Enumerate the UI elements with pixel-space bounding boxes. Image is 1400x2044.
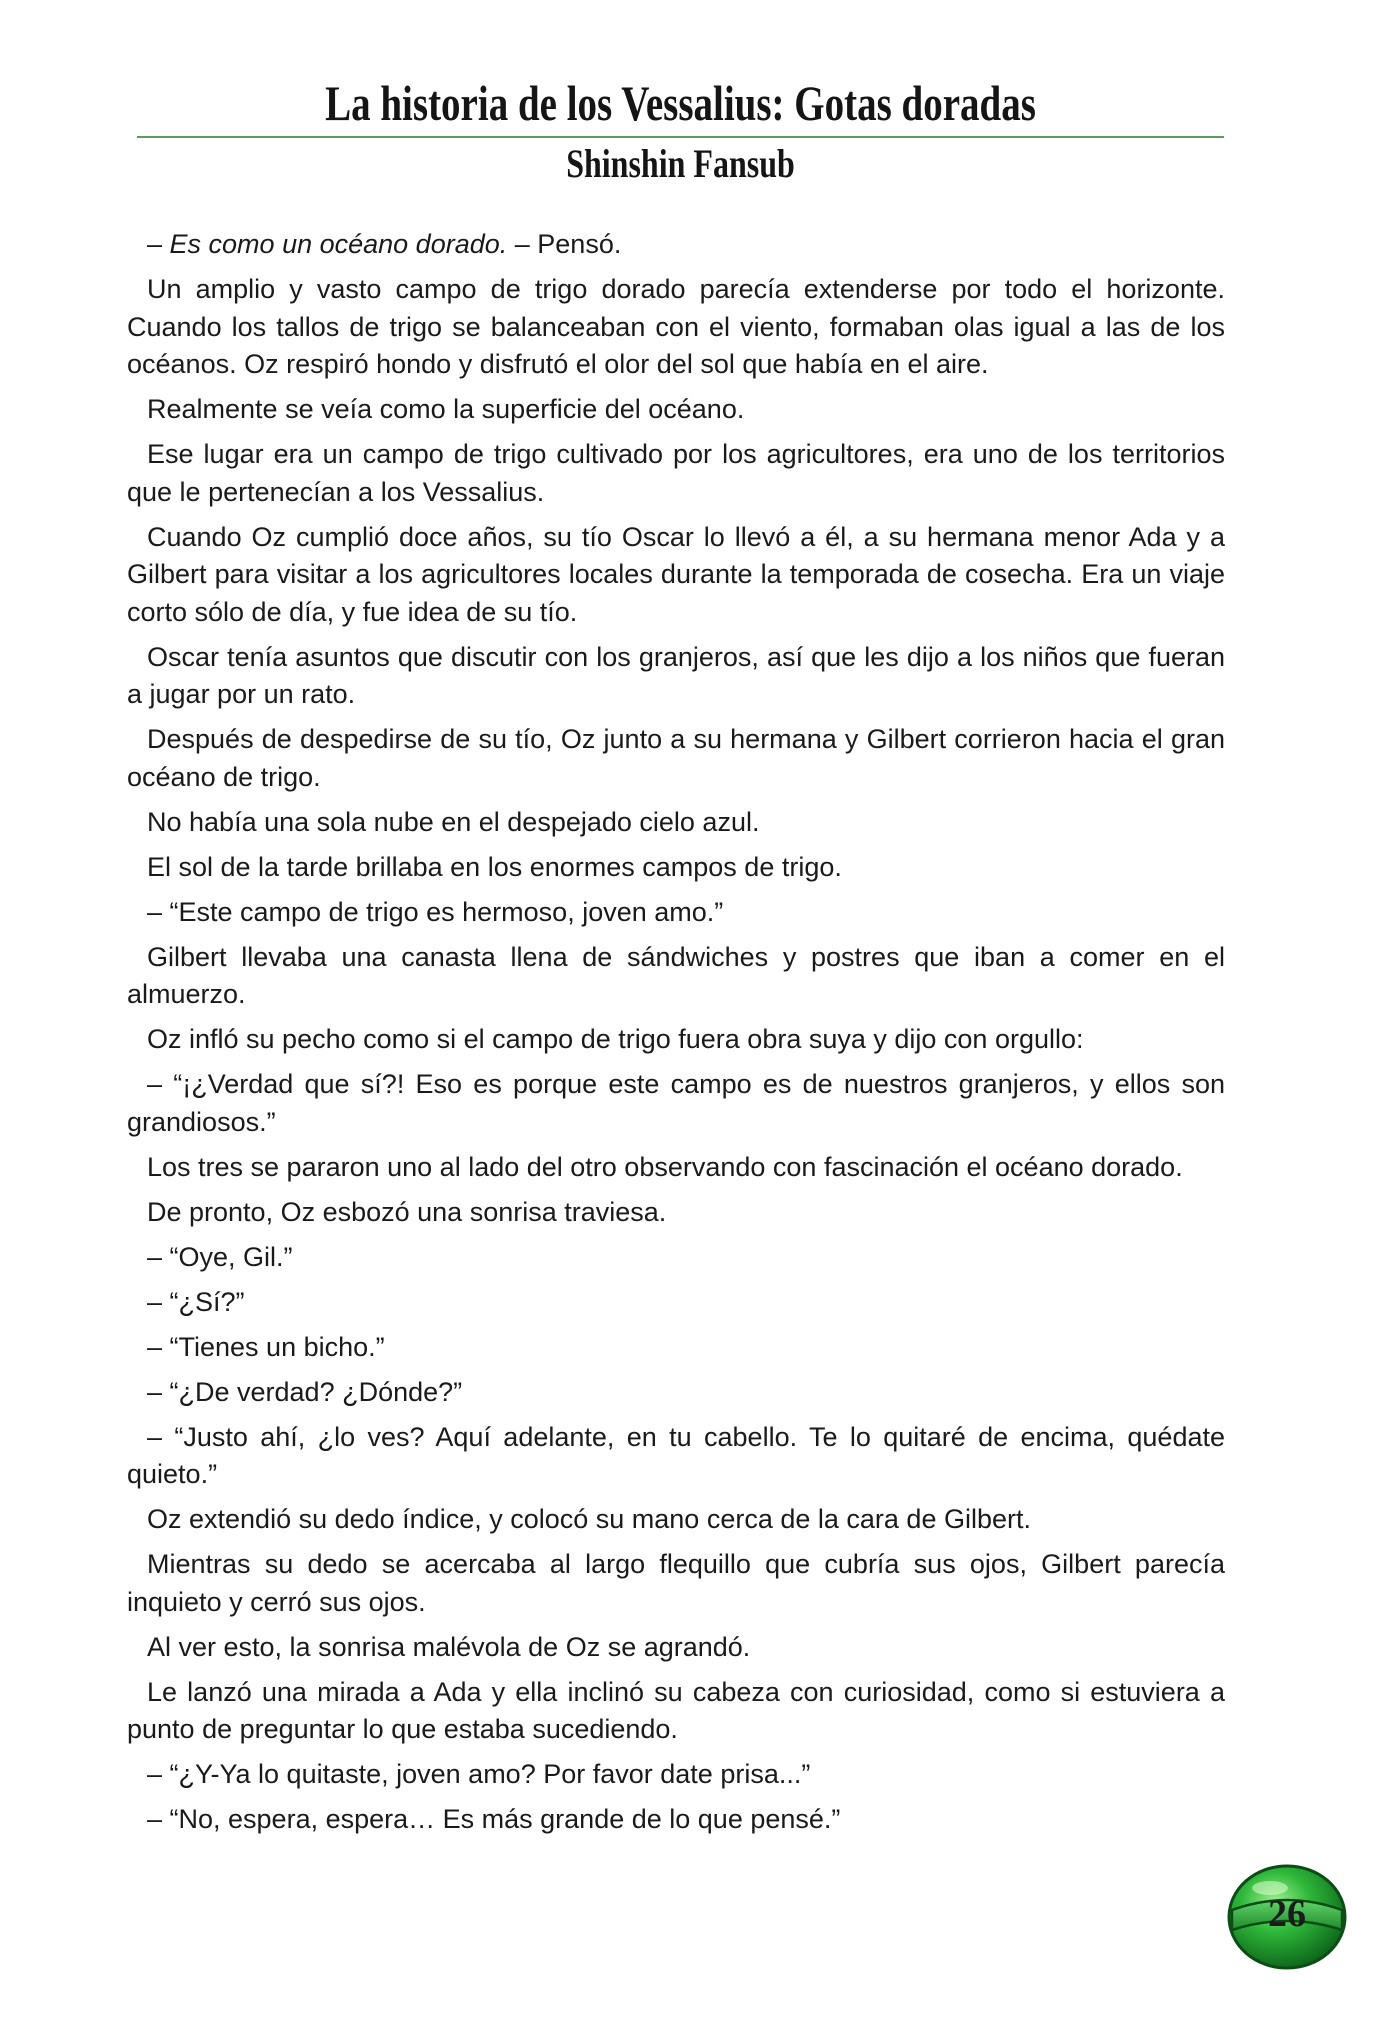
paragraph: Oz extendió su dedo índice, y colocó su mano cerca de la cara de Gilbert. <box>147 1504 1031 1534</box>
paragraph: – “¿Y-Ya lo quitaste, joven amo? Por favor date prisa...” <box>147 1759 811 1789</box>
paragraph: Después de despedirse de su tío, Oz junto a su hermana y Gilbert corrieron hacia el gran océano de trigo. <box>127 724 1225 792</box>
paragraph: Realmente se veía como la superficie del océano. <box>147 394 745 424</box>
paragraph: Ese lugar era un campo de trigo cultivado por los agricultores, era uno de los territorios que le pertenecían a los Vessalius. <box>127 439 1225 507</box>
paragraph: – “¿De verdad? ¿Dónde?” <box>147 1376 463 1407</box>
paragraph: – “No, espera, espera… Es más grande de lo que pensé.” <box>147 1804 841 1834</box>
paragraph: Gilbert llevaba una canasta llena de sándwiches y postres que iban a comer en el almuerzo. <box>127 941 1225 1009</box>
paragraph: – “Oye, Gil.” <box>147 1241 293 1272</box>
translator-credit: Shinshin Fansub <box>566 141 795 186</box>
paragraph: – “Tienes un bicho.” <box>147 1331 385 1362</box>
paragraph: – “¿Sí?” <box>147 1286 245 1317</box>
italic-thought: Es como un océano dorado. <box>169 229 508 259</box>
page-number-badge <box>1226 1864 1348 1970</box>
page-number: 26 <box>1268 1893 1306 1935</box>
paragraph: Al ver esto, la sonrisa malévola de Oz se agrandó. <box>147 1631 751 1662</box>
paragraph: – Es como un océano dorado. – Pensó. <box>147 229 622 259</box>
paragraph: De pronto, Oz esbozó una sonrisa traviesa. <box>147 1196 667 1227</box>
paragraph: Mientras su dedo se acercaba al largo flequillo que cubría sus ojos, Gilbert parecía inquieto y cerró sus ojos. <box>127 1549 1225 1617</box>
paragraph: Oz infló su pecho como si el campo de trigo fuera obra suya y dijo con orgullo: <box>147 1024 1084 1054</box>
paragraph: Cuando Oz cumplió doce años, su tío Oscar lo llevó a él, a su hermana menor Ada y a Gilbert para visitar a los agricultores locales durante la temporada de cosecha. Era un viaje corto sólo de día, y fue idea de su tío. <box>127 521 1225 627</box>
story-text <box>127 226 1225 1846</box>
paragraph: Oscar tenía asuntos que discutir con los granjeros, así que les dijo a los niños que fueran a jugar por un rato. <box>127 641 1225 709</box>
paragraph: Los tres se pararon uno al lado del otro observando con fascinación el océano dorado. <box>147 1151 1183 1182</box>
paragraph: Le lanzó una mirada a Ada y ella inclinó su cabeza con curiosidad, como si estuviera a punto de preguntar lo que estaba sucediendo. <box>127 1676 1225 1744</box>
paragraph: – “Este campo de trigo es hermoso, joven amo.” <box>147 896 724 927</box>
paragraph: – “Justo ahí, ¿lo ves? Aquí adelante, en tu cabello. Te lo quitaré de encima, quédate quieto.” <box>127 1421 1225 1489</box>
paragraph: – “¡¿Verdad que sí?! Eso es porque este campo es de nuestros granjeros, y ellos son grandiosos.” <box>127 1069 1225 1137</box>
page-header <box>137 68 1224 190</box>
book-title: La historia de los Vessalius: Gotas doradas <box>325 75 1036 131</box>
paragraph: El sol de la tarde brillaba en los enormes campos de trigo. <box>147 851 842 882</box>
paragraph: Un amplio y vasto campo de trigo dorado parecía extenderse por todo el horizonte. Cuando los tallos de trigo se balanceaban con el viento, formaban olas igual a las de los océanos. Oz respiró hondo y disfrutó el olor del sol que había en el aire. <box>127 274 1225 379</box>
paragraph: No había una sola nube en el despejado cielo azul. <box>147 806 760 837</box>
